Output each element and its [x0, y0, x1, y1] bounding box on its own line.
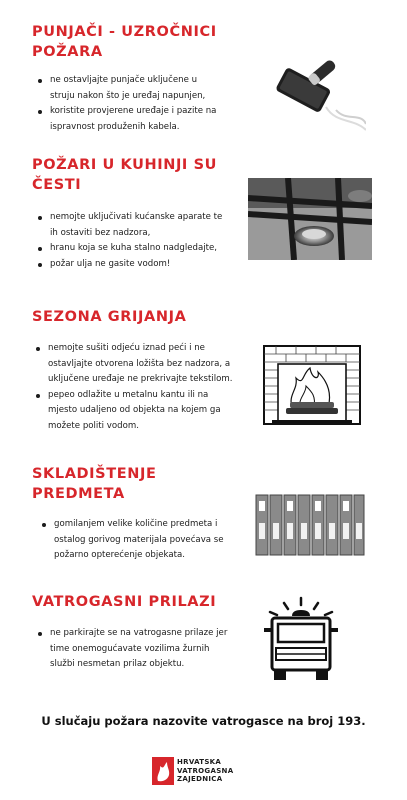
section-1-title-line-1: PUNJAČI - UZROČNICI	[32, 24, 217, 40]
section-3-title-line-1: SEZONA GRIJANJA	[32, 309, 187, 325]
section-4-title-line-1: SKLADIŠTENJE	[32, 466, 157, 482]
section-1-title-line-2: POŽARA	[32, 44, 103, 60]
gas-stove-photo	[248, 178, 372, 260]
section-1-title	[32, 22, 217, 62]
section-2-title	[32, 155, 217, 195]
logo-line-1: HRVATSKA	[177, 758, 222, 766]
list-item: ne parkirajte se na vatrogasne prilaze jer time onemogućavate vozilima žurnih službi nesmetan prilaz objektu.	[38, 626, 258, 673]
section-4-title	[32, 464, 156, 504]
fire-truck-icon	[260, 596, 342, 682]
hvz-logo-text	[177, 758, 233, 784]
list-item: nemojte uključivati kućanske aparate te ih ostaviti bez nadzora,	[38, 210, 253, 241]
section-2-title-line-1: POŽARI U KUHINJI SU	[32, 157, 217, 173]
hvz-flame-logo-icon	[152, 757, 174, 785]
list-item: požar ulja ne gasite vodom!	[38, 257, 253, 273]
section-2-list	[38, 210, 253, 272]
section-3-list	[36, 341, 266, 434]
list-item: gomilanjem velike količine predmeta i ostalog gorivog materijala povećava se požarno opterećenje objekata.	[42, 517, 252, 564]
section-2-title-line-2: ČESTI	[32, 177, 82, 193]
section-5-title-line-1: VATROGASNI PRILAZI	[32, 594, 217, 610]
section-4-title-line-2: PREDMETA	[32, 486, 125, 502]
section-5-title	[32, 592, 216, 612]
logo-line-2: VATROGASNA	[177, 766, 234, 775]
emergency-number-note: U slučaju požara nazovite vatrogasce na broj 193.	[41, 714, 366, 728]
phone-charger-photo	[266, 52, 366, 132]
logo-line-3: ZAJEDNICA	[177, 775, 223, 783]
list-item: nemojte sušiti odjeću iznad peći i ne ostavljajte otvorena ložišta bez nadzora, a uključene uređaje ne prekrivajte tekstilom.	[36, 341, 266, 388]
binders-icon	[254, 493, 366, 557]
section-1-list	[38, 73, 253, 135]
section-5-list	[38, 626, 258, 673]
fireplace-icon	[262, 344, 362, 426]
list-item: koristite provjerene uređaje i pazite na ispravnost produženih kabela.	[38, 104, 253, 135]
section-4-list	[42, 517, 252, 564]
list-item: ne ostavljajte punjače uključene u struju nakon što je uređaj napunjen,	[38, 73, 253, 104]
list-item: pepeo odlažite u metalnu kantu ili na mjesto udaljeno od objekta na kojem ga možete politi vodom.	[36, 388, 266, 435]
section-3-title	[32, 307, 186, 327]
list-item: hranu koja se kuha stalno nadgledajte,	[38, 241, 253, 257]
